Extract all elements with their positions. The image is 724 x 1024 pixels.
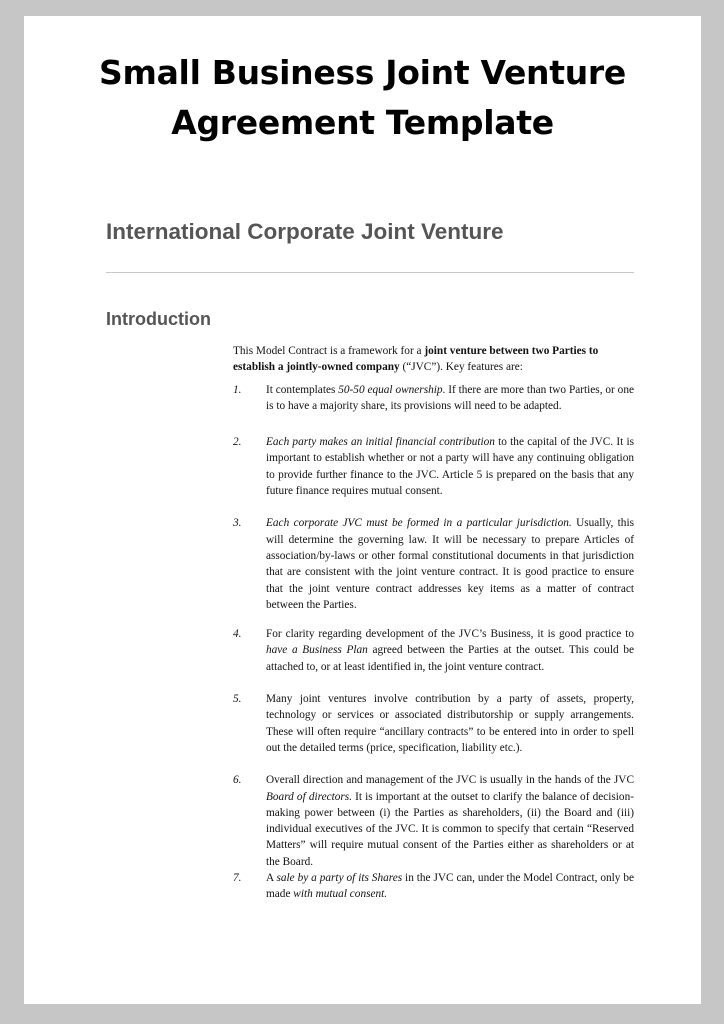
list-item [233,772,634,870]
italic-text: 50-50 equal ownership [338,383,443,396]
text-segment: Overall direction and management of the JVC is usually in the hands of the JVC [266,774,634,787]
list-text [266,772,634,870]
text-segment: Many joint ventures involve contribution by a party of assets, property, technology or services or associated distributorship or supply arrangements. These will often require “ancillary contracts” to be entered into in order to spell out the detailed terms (price, specification, liability etc.). [266,693,634,754]
text-segment: (“JVC”). Key features are: [399,361,523,374]
list-text [266,434,634,499]
divider [106,272,634,273]
list-number: 5. [233,693,242,706]
section-heading: Introduction [106,309,211,329]
italic-text: sale by a party of its Shares [276,872,403,885]
title-line-1: Small Business Joint Venture [99,53,626,92]
list-number: 2. [233,436,242,449]
title-line-2: Agreement Template [171,103,554,142]
bold-text: joint venture between two Parties to establish a jointly-owned company [233,345,599,374]
text-segment: It contemplates [266,383,339,396]
text-segment: For clarity regarding development of the JVC’s Business, it is good practice to [266,628,634,641]
list-number: 4. [233,628,242,641]
text-segment: Usually, this will determine the governing law. It will be necessary to prepare Articles of association/by-laws or other formal constitutional documents in that jurisdiction that are consistent with the joint venture contract. It is good practice to ensure that the joint venture contract addresses key items as a matter of contract between the Parties. [266,517,634,611]
text-segment: to the capital of the JVC. It is important to establish whether or not a party will have any continuing obligation to provide further finance to the JVC. Article 5 is prepared on the basis that any future finance requires mutual consent. [266,436,634,498]
document-body [233,343,634,903]
list-text [266,515,634,613]
list-item [233,626,634,675]
italic-text: Each party makes an initial financial contribution [266,436,495,449]
document-title [24,48,701,148]
list-text [266,691,634,756]
list-item [233,434,634,499]
italic-text: Each corporate JVC must be formed in a particular jurisdiction. [266,517,572,530]
lead-paragraph [233,343,634,376]
text-segment: This Model Contract is a framework for a [233,345,425,357]
list-number: 7. [233,872,242,885]
list-text [266,382,634,415]
list-item [233,382,634,415]
text-segment: It is important at the outset to clarify the balance of decision-making power between (i) the Parties as shareholders, (ii) the Board and (iii) individual executives of the JVC. It is common to specify that certain “Reserved Matters” will require mutual consent of the Parties either as shareholders or at the Board. [266,790,634,868]
list-number: 1. [233,383,242,396]
list-item [233,870,634,903]
italic-text: Board of directors. [266,790,353,803]
text-segment: . If there are more than two Parties, or one is to have a majority share, its provisions will need to be adapted. [266,383,634,412]
italic-text: with mutual consent. [293,888,388,901]
text-segment: in the JVC can, under the Model Contract, only be made [266,872,635,901]
text-segment: A [266,872,277,885]
text-segment: agreed between the Parties at the outset. This could be attached to, or at least identified in, the joint venture contract. [266,644,634,673]
document-page [24,16,701,1004]
list-number: 3. [233,517,242,530]
subtitle: International Corporate Joint Venture [106,219,504,244]
list-text [266,870,634,903]
list-text [266,626,634,675]
italic-text: have a Business Plan [266,644,368,657]
list-item [233,691,634,756]
list-item [233,515,634,613]
list-number: 6. [233,774,242,787]
